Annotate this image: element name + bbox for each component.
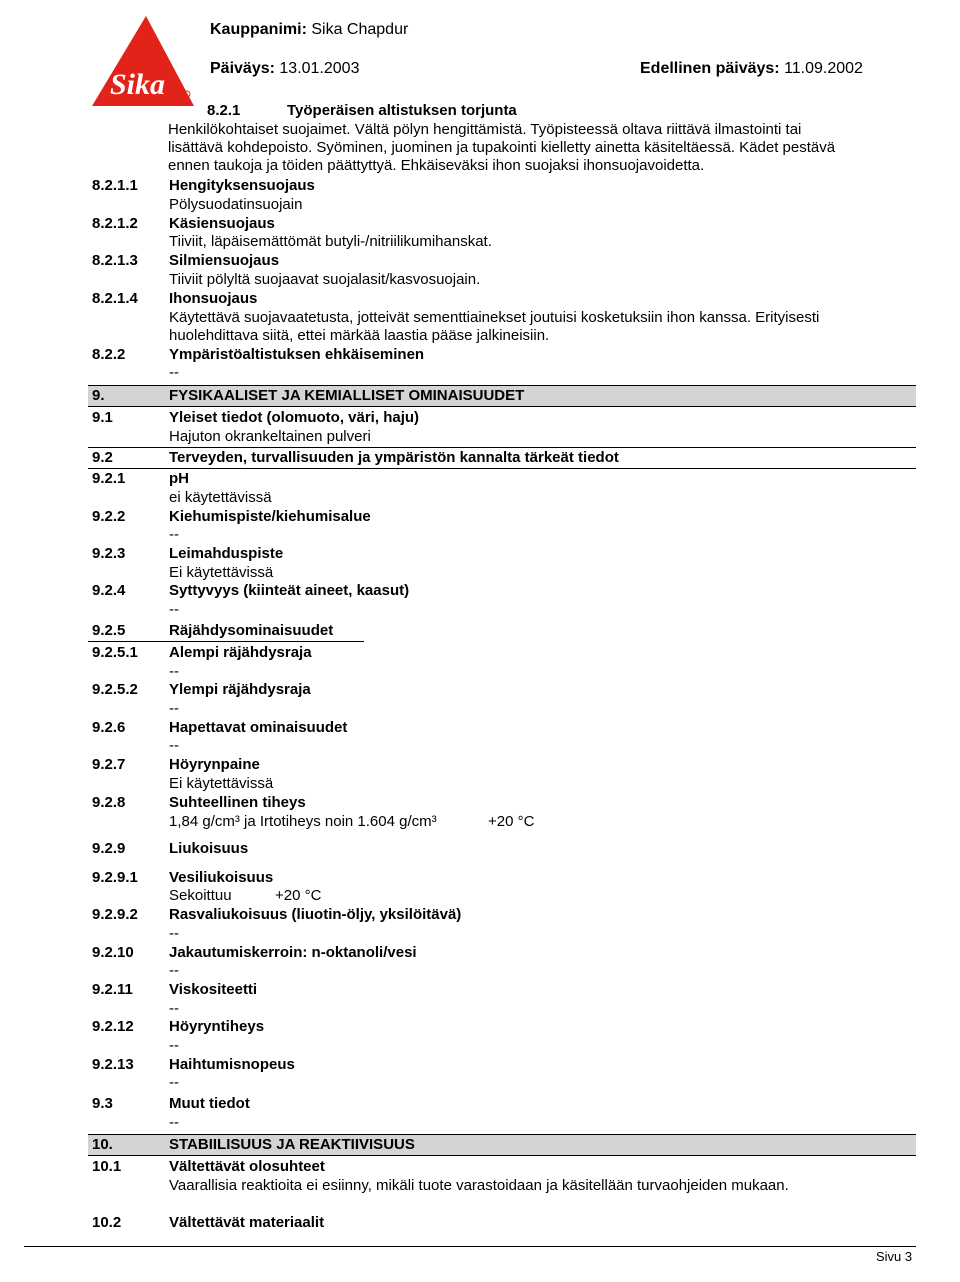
date-label: Päiväys: [210, 60, 275, 77]
s9210-title: Jakautumiskerroin: n-oktanoli/vesi [169, 944, 417, 961]
s926-text: -- [169, 737, 179, 754]
s924-text: -- [169, 601, 179, 618]
s9211-number: 9.2.11 [92, 981, 133, 998]
s93-title: Muut tiedot [169, 1095, 250, 1112]
s8214-text-2: huolehdittava siitä, ettei märkää laastia pääse jalkineisiin. [169, 327, 550, 344]
s9251-number: 9.2.5.1 [92, 644, 138, 661]
previous-date-value: 11.09.2002 [784, 60, 863, 77]
s927-title: Höyrynpaine [169, 756, 260, 773]
s101-title: Vältettävät olosuhteet [169, 1158, 325, 1175]
s922-text: -- [169, 526, 179, 543]
s93-text: -- [169, 1114, 179, 1131]
s922-title: Kiehumispiste/kiehumisalue [169, 508, 371, 525]
s9291-temperature: +20 °C [275, 887, 322, 904]
s923-text: Ei käytettävissä [169, 564, 274, 581]
s9252-text: -- [169, 700, 179, 717]
s9212-title: Höyryntiheys [169, 1018, 265, 1035]
s929-title: Liukoisuus [169, 840, 249, 857]
s9211-text: -- [169, 1000, 179, 1017]
s9210-text: -- [169, 962, 179, 979]
s926-number: 9.2.6 [92, 719, 126, 736]
previous-date [640, 60, 863, 78]
s9212-text: -- [169, 1037, 179, 1054]
tradename-value: Sika Chapdur [311, 21, 409, 38]
s102-title: Vältettävät materiaalit [169, 1214, 325, 1231]
s927-text: Ei käytettävissä [169, 775, 274, 792]
previous-date-label: Edellinen päiväys: [640, 60, 780, 77]
s929-number: 9.2.9 [92, 840, 126, 857]
s93-number: 9.3 [92, 1095, 113, 1112]
section-9-title: FYSIKAALISET JA KEMIALLISET OMINAISUUDET [169, 387, 525, 404]
s8211-title: Hengityksensuojaus [169, 177, 315, 194]
s9210-number: 9.2.10 [92, 944, 134, 961]
s924-number: 9.2.4 [92, 582, 126, 599]
date [210, 60, 359, 78]
s9291-title: Vesiliukoisuus [169, 869, 274, 886]
s921-text: ei käytettävissä [169, 489, 272, 506]
s8214-text-1: Käytettävä suojavaatetusta, jotteivät sementtiainekset joutuisi kosketuksiin ihon kanssa. Erityisesti [169, 309, 820, 326]
s821-text-1: Henkilökohtaiset suojaimet. Vältä pölyn hengittämistä. Työpisteessä oltava riittävä ilmastointi tai [168, 121, 802, 138]
page-number: Sivu 3 [876, 1249, 913, 1264]
tradename-label: Kauppanimi: [210, 21, 307, 38]
s9292-text: -- [169, 925, 179, 942]
s8212-text: Tiiviit, läpäisemättömät butyli-/nitriilikumihanskat. [169, 233, 492, 250]
s9211-title: Viskositeetti [169, 981, 258, 998]
s91-title: Yleiset tiedot (olomuoto, väri, haju) [169, 409, 420, 426]
s9292-title: Rasvaliukoisuus (liuotin-öljy, yksilöitävä) [169, 906, 462, 923]
s927-number: 9.2.7 [92, 756, 126, 773]
section-9-bar [88, 385, 916, 407]
s925-rule [88, 641, 364, 642]
s9291-text: Sekoittuu [169, 887, 232, 904]
s928-text: 1,84 g/cm³ ja Irtotiheys noin 1.604 g/cm³ [169, 813, 437, 830]
s8213-text: Tiiviit pölyltä suojaavat suojalasit/kasvosuojain. [169, 271, 481, 288]
s822-number: 8.2.2 [92, 346, 126, 363]
s91-number: 9.1 [92, 409, 113, 426]
s925-number: 9.2.5 [92, 622, 126, 639]
s821-number: 8.2.1 [207, 102, 241, 119]
s9252-title: Ylempi räjähdysraja [169, 681, 311, 698]
s8213-number: 8.2.1.3 [92, 252, 138, 269]
s821-text-3: ennen taukoja ja töiden päättyttyä. Ehkäiseväksi ihon suojaksi ihonsuojavoidetta. [168, 157, 705, 174]
s822-text: -- [169, 364, 179, 381]
s9213-number: 9.2.13 [92, 1056, 134, 1073]
s822-title: Ympäristöaltistuksen ehkäiseminen [169, 346, 425, 363]
s9252-number: 9.2.5.2 [92, 681, 138, 698]
s921-number: 9.2.1 [92, 470, 126, 487]
section-10-number: 10. [92, 1136, 113, 1153]
s9213-text: -- [169, 1074, 179, 1091]
s928-number: 9.2.8 [92, 794, 126, 811]
s921-title: pH [169, 470, 189, 487]
s821-text-2: lisättävä kohdepoisto. Syöminen, juominen ja tupakointi kielletty ainetta käsiteltäessä. Kädet pestävä [168, 139, 836, 156]
tradename [210, 21, 408, 39]
s8213-title: Silmiensuojaus [169, 252, 280, 269]
logo-text: Sika [110, 68, 166, 101]
date-value: 13.01.2003 [279, 60, 360, 77]
sika-logo [88, 14, 196, 108]
s8212-number: 8.2.1.2 [92, 215, 138, 232]
section-10-title: STABIILISUUS JA REAKTIIVISUUS [169, 1136, 415, 1153]
s821-title: Työperäisen altistuksen torjunta [287, 102, 517, 119]
s92-title: Terveyden, turvallisuuden ja ympäristön kannalta tärkeät tiedot [169, 449, 619, 466]
s923-title: Leimahduspiste [169, 545, 284, 562]
s92-number: 9.2 [92, 449, 113, 466]
s9291-number: 9.2.9.1 [92, 869, 138, 886]
s926-title: Hapettavat ominaisuudet [169, 719, 348, 736]
s9251-title: Alempi räjähdysraja [169, 644, 312, 661]
s9292-number: 9.2.9.2 [92, 906, 138, 923]
s92-bar [88, 447, 916, 469]
s928-temperature: +20 °C [488, 813, 535, 830]
s8214-number: 8.2.1.4 [92, 290, 138, 307]
s9213-title: Haihtumisnopeus [169, 1056, 295, 1073]
s91-text: Hajuton okrankeltainen pulveri [169, 428, 371, 445]
s8211-number: 8.2.1.1 [92, 177, 138, 194]
s8214-title: Ihonsuojaus [169, 290, 258, 307]
s101-number: 10.1 [92, 1158, 122, 1175]
s9212-number: 9.2.12 [92, 1018, 134, 1035]
s101-text: Vaarallisia reaktioita ei esiinny, mikäli tuote varastoidaan ja käsitellään turvaohjeiden mukaan. [169, 1177, 789, 1194]
s8211-text: Pölysuodatinsuojain [169, 196, 303, 213]
s8212-title: Käsiensuojaus [169, 215, 275, 232]
s9251-text: -- [169, 663, 179, 680]
s922-number: 9.2.2 [92, 508, 126, 525]
s923-number: 9.2.3 [92, 545, 126, 562]
section-10-bar [88, 1134, 916, 1156]
footer-rule [24, 1246, 916, 1247]
s924-title: Syttyvyys (kiinteät aineet, kaasut) [169, 582, 410, 599]
s102-number: 10.2 [92, 1214, 122, 1231]
s925-title: Räjähdysominaisuudet [169, 622, 334, 639]
section-9-number: 9. [92, 387, 105, 404]
s928-title: Suhteellinen tiheys [169, 794, 306, 811]
